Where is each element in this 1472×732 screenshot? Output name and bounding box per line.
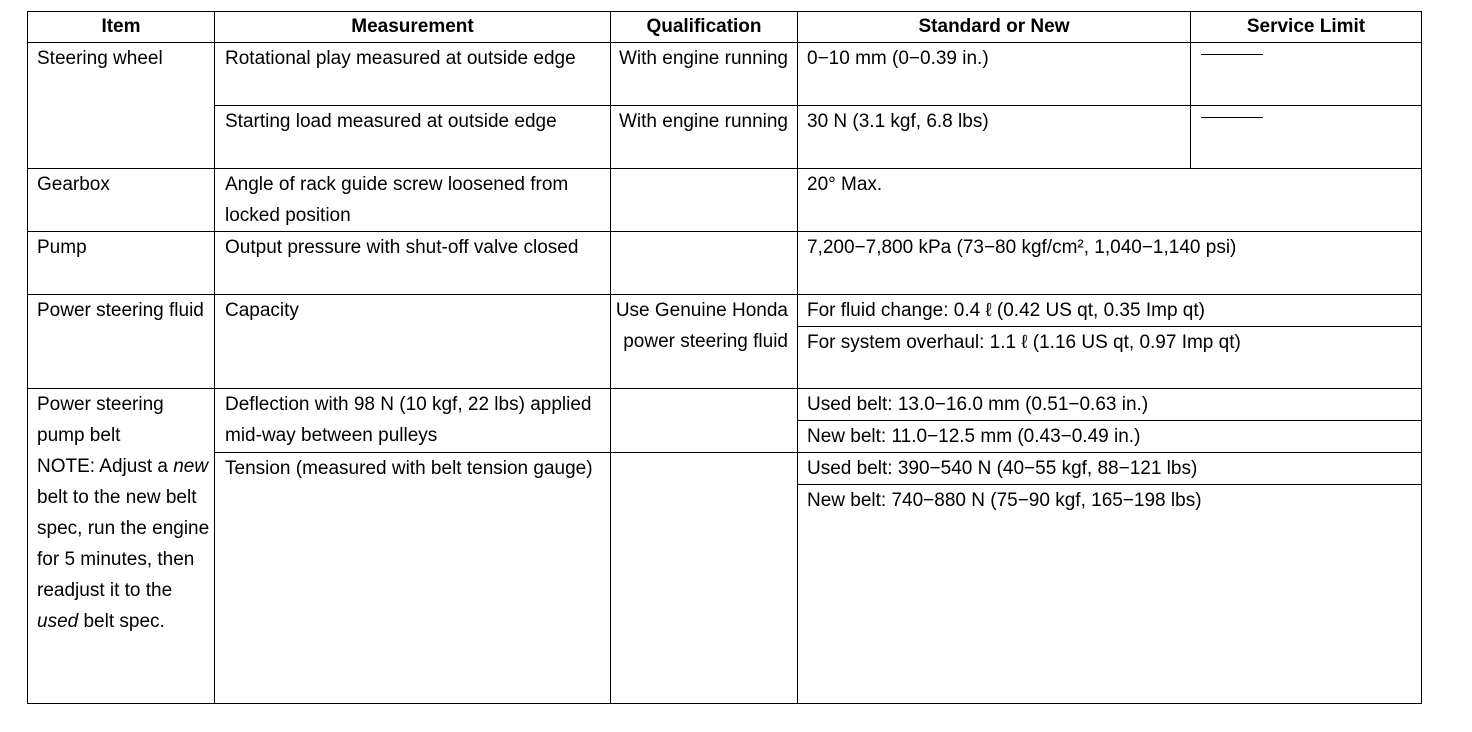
standard-fluid <box>798 295 1422 389</box>
qualification-pump <box>611 232 798 295</box>
measurement-gearbox: Angle of rack guide screw loosened from locked position <box>215 169 611 232</box>
table-row <box>28 43 1422 106</box>
measurement-starting-load: Starting load measured at outside edge <box>215 106 611 169</box>
spec-table <box>27 11 1421 702</box>
qualification-gearbox <box>611 169 798 232</box>
header-standard: Standard or New <box>798 12 1191 43</box>
header-measurement: Measurement <box>215 12 611 43</box>
limit-none-dash <box>1201 117 1263 118</box>
standard-gearbox: 20° Max. <box>798 169 1422 232</box>
standard-fluid-change: For fluid change: 0.4 ℓ (0.42 US qt, 0.35 Imp qt) <box>807 300 1205 321</box>
standard-rotational-play: 0−10 mm (0−0.39 in.) <box>798 43 1191 106</box>
table-row <box>28 106 1422 169</box>
item-belt <box>28 389 215 704</box>
measurement-rotational-play: Rotational play measured at outside edge <box>215 43 611 106</box>
standard-pump: 7,200−7,800 kPa (73−80 kgf/cm², 1,040−1,140 psi) <box>798 232 1422 295</box>
item-fluid: Power steering fluid <box>28 295 215 389</box>
standard-fluid-overhaul: For system overhaul: 1.1 ℓ (1.16 US qt, 0.97 Imp qt) <box>798 326 1421 358</box>
standard-tension-used: Used belt: 390−540 N (40−55 kgf, 88−121 lbs) <box>807 458 1198 479</box>
belt-note-b: belt to the new belt spec, run the engine for 5 minutes, then readjust it to the <box>37 487 210 601</box>
measurement-tension: Tension (measured with belt tension gauge) <box>215 453 611 704</box>
belt-note-used: used <box>37 611 79 632</box>
standard-tension <box>798 453 1422 704</box>
limit-none-dash <box>1201 54 1263 55</box>
item-belt-name: Power steering pump belt <box>37 394 164 446</box>
table-row <box>28 232 1422 295</box>
table-row <box>28 169 1422 232</box>
qualification-starting-load: With engine running <box>611 106 798 169</box>
standard-starting-load: 30 N (3.1 kgf, 6.8 lbs) <box>798 106 1191 169</box>
item-gearbox: Gearbox <box>28 169 215 232</box>
service-limit-rotational-play <box>1191 43 1422 106</box>
belt-note-c: belt spec. <box>83 611 165 632</box>
table-row <box>28 389 1422 453</box>
qualification-fluid: Use Genuine Honda power steering fluid <box>611 295 798 389</box>
standard-deflection <box>798 389 1422 453</box>
item-steering-wheel: Steering wheel <box>28 43 215 169</box>
measurement-pump: Output pressure with shut-off valve closed <box>215 232 611 295</box>
belt-note-a: NOTE: Adjust a <box>37 456 168 477</box>
qualification-deflection <box>611 389 798 453</box>
service-limit-starting-load <box>1191 106 1422 169</box>
standard-tension-new: New belt: 740−880 N (75−90 kgf, 165−198 lbs) <box>798 484 1421 516</box>
qualification-tension <box>611 453 798 704</box>
header-service-limit: Service Limit <box>1191 12 1422 43</box>
standard-deflection-used: Used belt: 13.0−16.0 mm (0.51−0.63 in.) <box>807 394 1149 415</box>
table-row <box>28 453 1422 704</box>
item-pump: Pump <box>28 232 215 295</box>
standard-deflection-new: New belt: 11.0−12.5 mm (0.43−0.49 in.) <box>798 420 1421 452</box>
header-qualification: Qualification <box>611 12 798 43</box>
qualification-rotational-play: With engine running <box>611 43 798 106</box>
table-row <box>28 295 1422 389</box>
measurement-deflection: Deflection with 98 N (10 kgf, 22 lbs) applied mid-way between pulleys <box>215 389 611 453</box>
service-spec-table <box>27 11 1422 704</box>
belt-note-new: new <box>173 456 209 477</box>
measurement-fluid: Capacity <box>215 295 611 389</box>
header-row <box>28 12 1422 43</box>
header-item: Item <box>28 12 215 43</box>
